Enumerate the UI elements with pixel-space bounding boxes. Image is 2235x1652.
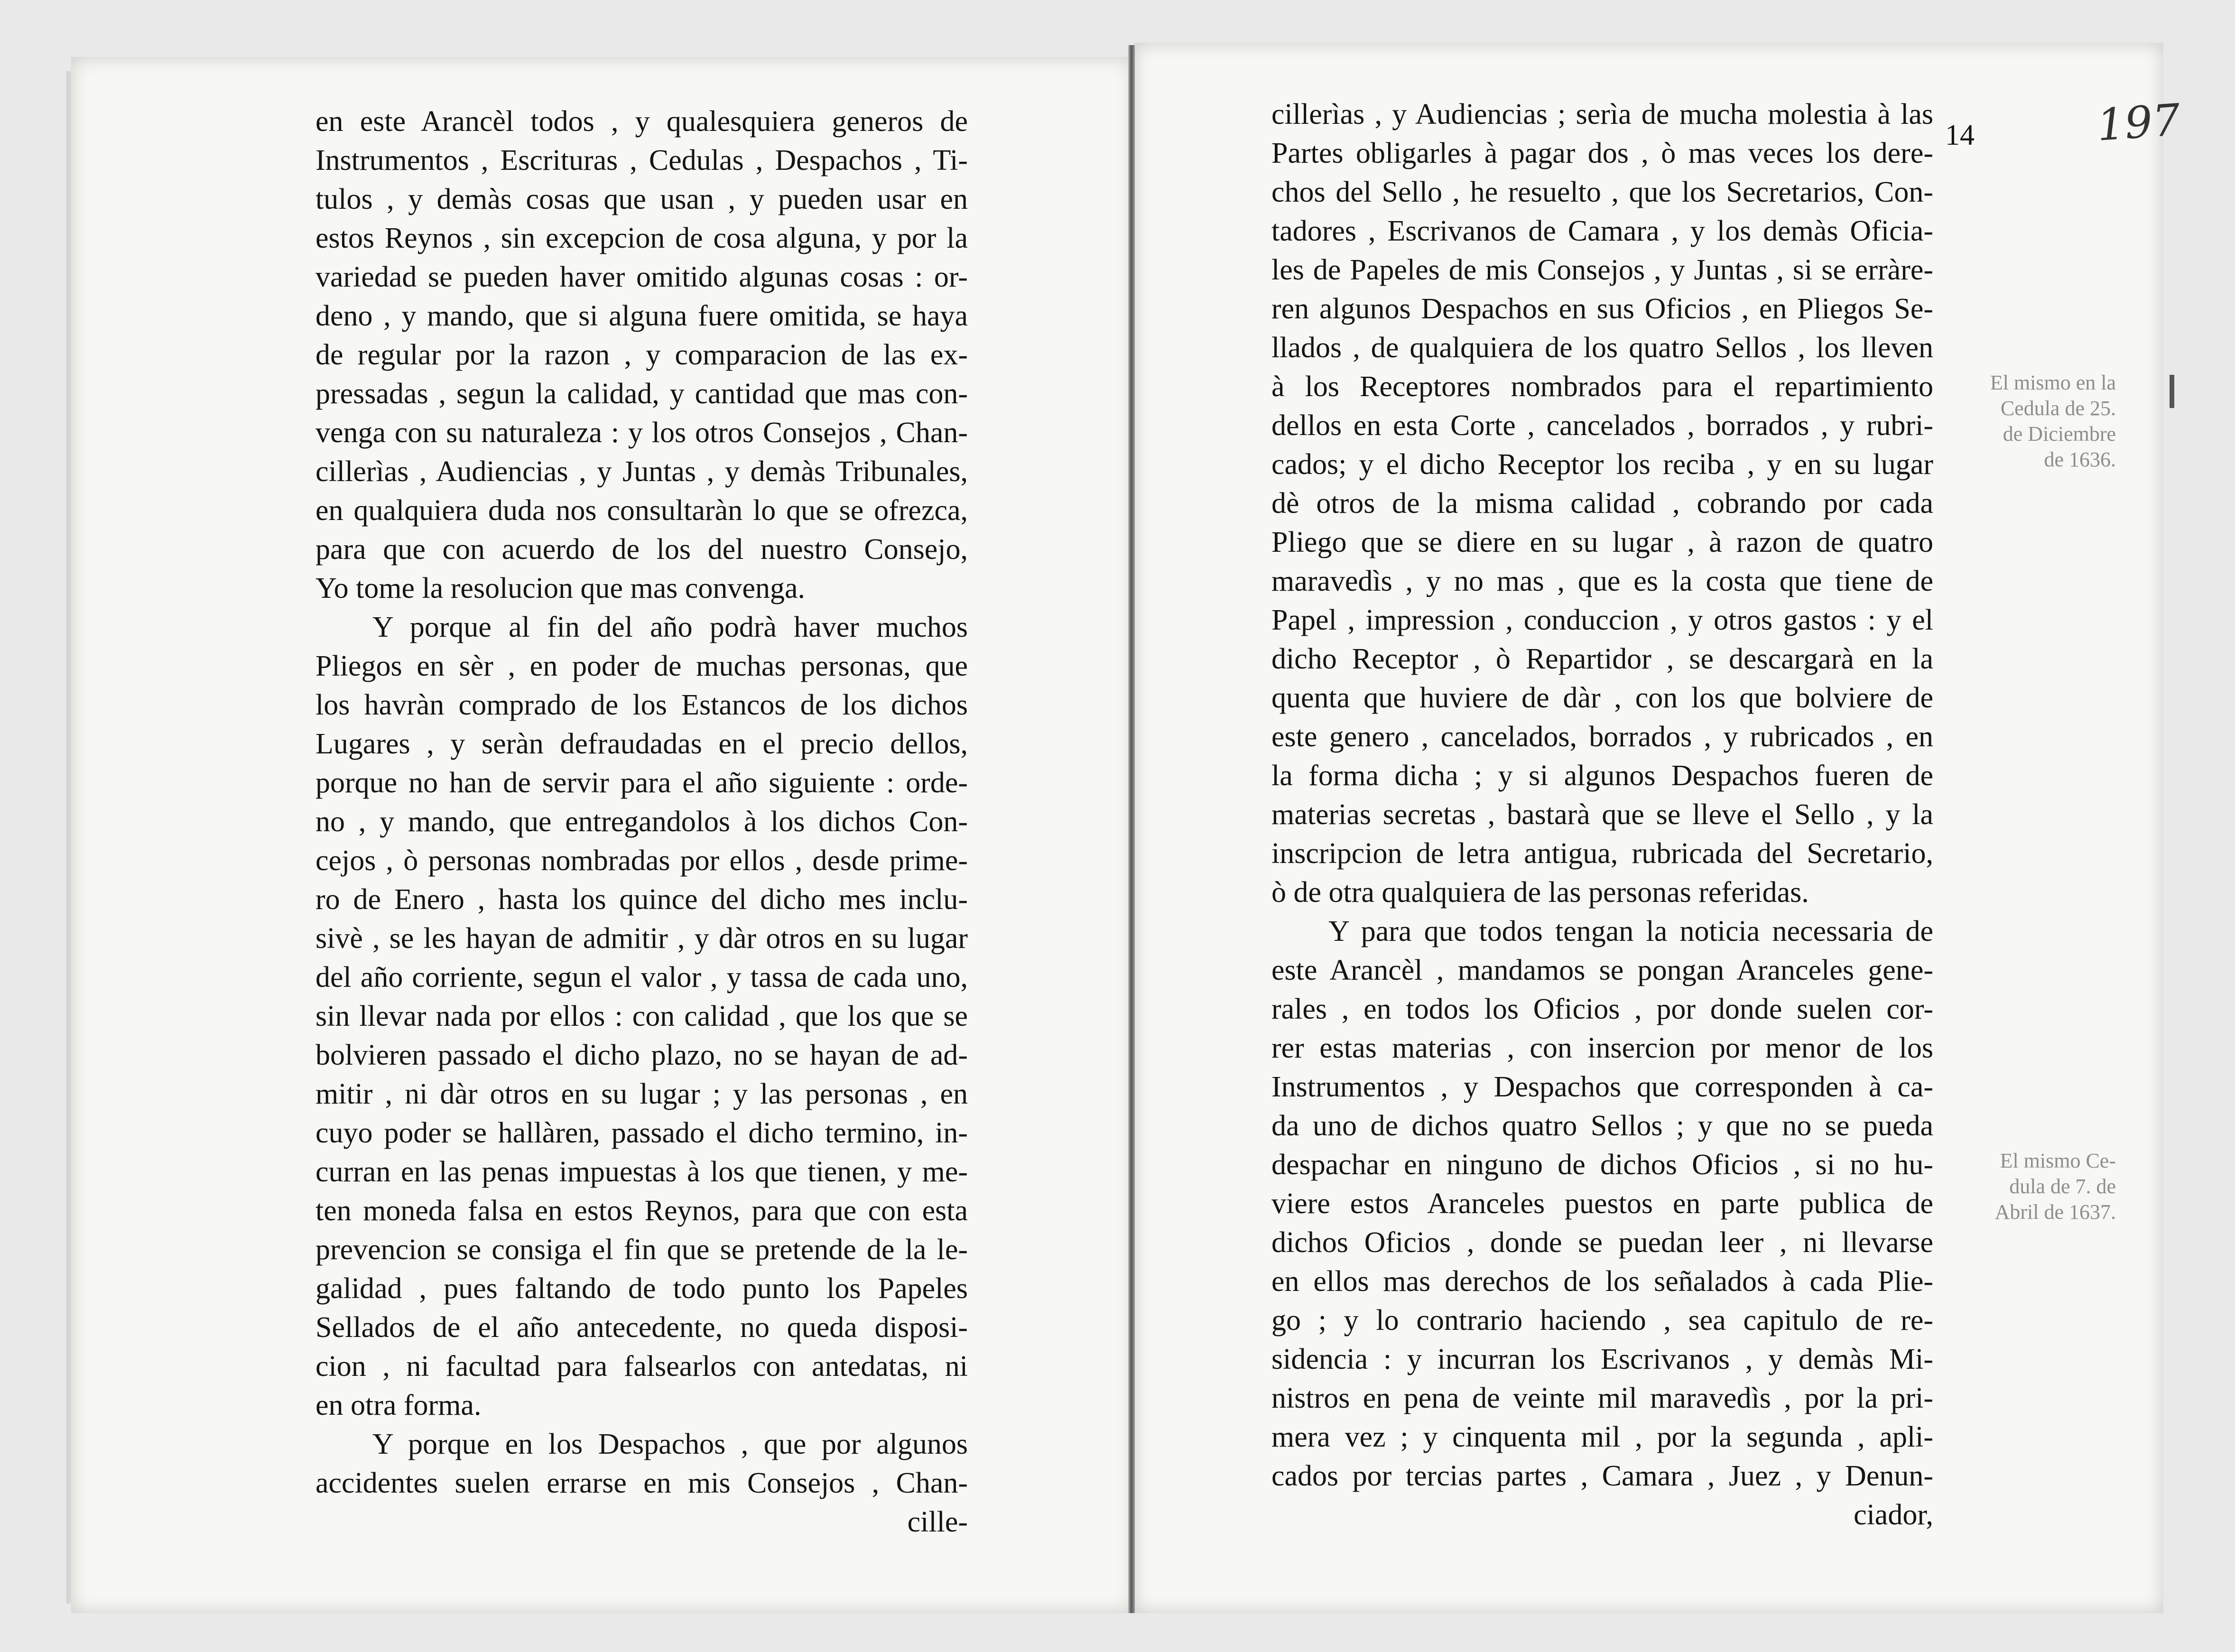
text-line: no , y mando, que entregandolos à los dichos Con- — [315, 806, 968, 838]
text-line: cejos , ò personas nombradas por ellos , desde prime- — [315, 845, 968, 877]
text-line: Lugares , y seràn defraudadas en el precio dellos, — [315, 728, 968, 760]
margin-note-line: El mismo Ce- — [2000, 1149, 2116, 1172]
text-line: galidad , pues faltando de todo punto los Papeles — [315, 1272, 968, 1305]
text-line: pressadas , segun la calidad, y cantidad que mas con- — [315, 378, 968, 410]
text-line: los havràn comprado de los Estancos de los dichos — [315, 689, 968, 721]
margin-note-2 — [1959, 1148, 2116, 1225]
text-line: en otra forma. — [315, 1389, 482, 1421]
text-line: deno , y mando, que si alguna fuere omitida, se haya — [315, 300, 968, 332]
text-line: sidencia : y incurran los Escrivanos , y demàs Mi- — [1271, 1343, 1933, 1375]
text-line: llados , de qualquiera de los quatro Sellos , los lleven — [1271, 332, 1933, 364]
text-line: sin llevar nada por ellos : con calidad , que los que se — [315, 1000, 968, 1032]
text-line: cados por tercias partes , Camara , Juez , y Denun- — [1271, 1460, 1933, 1492]
text-line: mera vez ; y cinquenta mil , por la segunda , apli- — [1271, 1421, 1933, 1453]
margin-note-line: El mismo en la — [1990, 371, 2116, 394]
text-line: de regular por la razon , y comparacion de las ex- — [315, 339, 968, 371]
paragraph-start: Y porque al fin del año podrà haver muchos — [372, 611, 968, 643]
text-line: curran en las penas impuestas à los que tienen, y me- — [315, 1156, 968, 1188]
margin-note-1 — [1959, 370, 2116, 473]
text-line: tulos , y demàs cosas que usan , y pueden usar en — [315, 183, 968, 215]
text-line: cion , ni facultad para falsearlos con antedatas, ni — [315, 1350, 968, 1383]
text-line: Sellados de el año antecedente, no queda disposi- — [315, 1311, 968, 1344]
edge-mark — [2170, 375, 2174, 408]
text-line: Pliegos en sèr , en poder de muchas personas, que — [315, 650, 968, 682]
margin-note-line: de Diciembre — [2003, 422, 2116, 445]
text-line: estos Reynos , sin excepcion de cosa alguna, y por la — [315, 222, 968, 254]
paragraph-start: Y para que todos tengan la noticia necessaria de — [1328, 915, 1933, 947]
text-line: del año corriente, segun el valor , y tassa de cada uno, — [315, 961, 968, 993]
text-line: este Arancèl , mandamos se pongan Aranceles gene- — [1271, 954, 1933, 986]
text-line: les de Papeles de mis Consejos , y Juntas , si se erràre- — [1271, 254, 1933, 286]
text-line: dè otros de la misma calidad , cobrando por cada — [1271, 487, 1933, 520]
text-line: cillerìas , Audiencias , y Juntas , y demàs Tribunales, — [315, 455, 968, 488]
margin-note-line: Abril de 1637. — [1994, 1200, 2116, 1224]
text-line: para que con acuerdo de los del nuestro Consejo, — [315, 533, 968, 566]
text-line: dicho Receptor , ò Repartidor , se descargarà en la — [1271, 643, 1933, 675]
text-line: inscripcion de letra antigua, rubricada del Secretario, — [1271, 837, 1933, 870]
text-line: en qualquiera duda nos consultaràn lo que se ofrezca, — [315, 494, 968, 527]
text-line: despachar en ninguno de dichos Oficios , si no hu- — [1271, 1149, 1933, 1181]
text-line: accidentes suelen errarse en mis Consejos , Chan- — [315, 1467, 968, 1499]
text-line: dellos en esta Corte , cancelados , borrados , y rubri- — [1271, 409, 1933, 442]
text-line: ro de Enero , hasta los quince del dicho mes inclu- — [315, 883, 968, 916]
text-line: Yo tome la resolucion que mas convenga. — [315, 572, 805, 604]
right-text-column — [1271, 95, 1933, 1534]
text-line: Instrumentos , Escrituras , Cedulas , Despachos , Ti- — [315, 144, 968, 176]
margin-note-line: Cedula de 25. — [2000, 397, 2116, 420]
text-line: cuyo poder se hallàren, passado el dicho termino, in- — [315, 1117, 968, 1149]
text-line: ten moneda falsa en estos Reynos, para que con esta — [315, 1195, 968, 1227]
text-line: este genero , cancelados, borrados , y rubricados , en — [1271, 721, 1933, 753]
text-line: porque no han de servir para el año siguiente : orde- — [315, 767, 968, 799]
margin-note-line: dula de 7. de — [2009, 1175, 2116, 1198]
text-line: à los Receptores nombrados para el repartimiento — [1271, 371, 1933, 403]
text-line: tadores , Escrivanos de Camara , y los demàs Oficia- — [1271, 215, 1933, 247]
text-line: materias secretas , bastarà que se lleve el Sello , y la — [1271, 798, 1933, 831]
text-line: viere estos Aranceles puestos en parte publica de — [1271, 1188, 1933, 1220]
text-line: go ; y lo contrario haciendo , sea capitulo de re- — [1271, 1304, 1933, 1336]
book-gutter — [1128, 45, 1135, 1613]
text-line: ren algunos Despachos en sus Oficios , en Pliegos Se- — [1271, 293, 1933, 325]
text-line: quenta que huviere de dàr , con los que bolviere de — [1271, 682, 1933, 714]
text-line: mitir , ni dàr otros en su lugar ; y las personas , en — [315, 1078, 968, 1110]
folio-number: 197 — [2095, 94, 2182, 151]
paragraph-start: Y porque en los Despachos , que por algunos — [372, 1428, 968, 1460]
margin-note-line: de 1636. — [2044, 448, 2116, 471]
text-line: chos del Sello , he resuelto , que los Secretarios, Con- — [1271, 176, 1933, 208]
text-line: Pliego que se diere en su lugar , à razon de quatro — [1271, 526, 1933, 558]
text-line: bolvieren passado el dicho plazo, no se hayan de ad- — [315, 1039, 968, 1071]
text-line: rer estas materias , con insercion por menor de los — [1271, 1032, 1933, 1064]
text-line: en este Arancèl todos , y qualesquiera generos de — [315, 105, 968, 138]
text-line: venga con su naturaleza : y los otros Consejos , Chan- — [315, 417, 968, 449]
catchword: cille- — [907, 1506, 968, 1538]
text-line: rales , en todos los Oficios , por donde suelen cor- — [1271, 993, 1933, 1025]
text-line: ò de otra qualquiera de las personas referidas. — [1271, 876, 1809, 909]
text-line: cados; y el dicho Receptor los reciba , y en su lugar — [1271, 448, 1933, 481]
text-line: Partes obligarles à pagar dos , ò mas veces los dere- — [1271, 137, 1933, 169]
catchword: ciador, — [1854, 1499, 1933, 1531]
text-line: nistros en pena de veinte mil maravedìs , por la pri- — [1271, 1382, 1933, 1414]
text-line: la forma dicha ; y si algunos Despachos fueren de — [1271, 760, 1933, 792]
text-line: sivè , se les hayan de admitir , y dàr otros en su lugar — [315, 922, 968, 955]
text-line: prevencion se consiga el fin que se pretende de la le- — [315, 1234, 968, 1266]
text-line: cillerìas , y Audiencias ; serìa de mucha molestia à las — [1271, 98, 1933, 130]
text-line: variedad se pueden haver omitido algunas cosas : or- — [315, 261, 968, 293]
page-number: 14 — [1945, 119, 1975, 151]
text-line: Papel , impression , conduccion , y otros gastos : y el — [1271, 604, 1933, 636]
text-line: Instrumentos , y Despachos que corresponden à ca- — [1271, 1071, 1933, 1103]
text-line: en ellos mas derechos de los señalados à cada Plie- — [1271, 1265, 1933, 1298]
left-text-column — [315, 102, 968, 1541]
text-line: da uno de dichos quatro Sellos ; y que no se pueda — [1271, 1110, 1933, 1142]
text-line: maravedìs , y no mas , que es la costa que tiene de — [1271, 565, 1933, 597]
text-line: dichos Oficios , donde se puedan leer , ni llevarse — [1271, 1226, 1933, 1259]
